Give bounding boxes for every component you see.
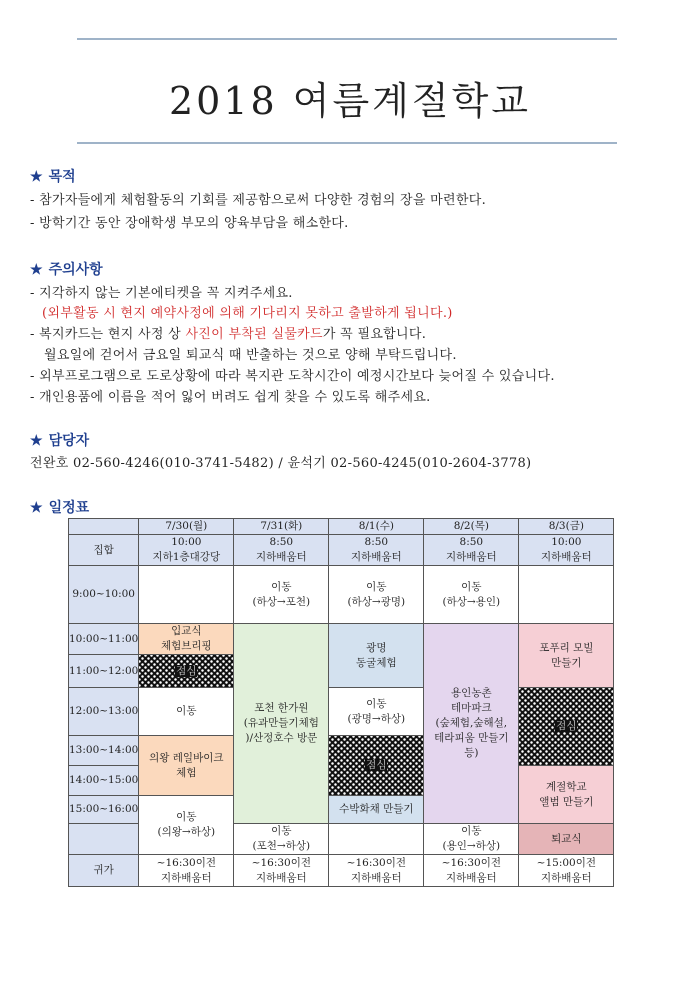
return-cell: ~16:30이전 지하배움터 bbox=[139, 855, 234, 887]
schedule-cell: 입교식 체험브리핑 bbox=[139, 624, 234, 655]
schedule-cell: 이동 (하상→용인) bbox=[424, 566, 519, 624]
schedule-cell: 광명 동굴체험 bbox=[329, 624, 424, 688]
schedule-cell: 이동 (하상→포천) bbox=[234, 566, 329, 624]
contact-line: 전완호 02-560-4246(010-3741-5482) / 윤석기 02-560-4245(010-2604-3778) bbox=[30, 456, 532, 471]
schedule-cell: 이동 (용인→하상) bbox=[424, 824, 519, 855]
lunch-cell: 점심 bbox=[139, 655, 234, 688]
time-label: 14:00~15:00 bbox=[69, 766, 139, 796]
purpose-line: - 참가자들에게 체험활동의 기회를 제공함으로써 다양한 경험의 장을 마련한다. bbox=[30, 193, 487, 208]
notice-line: - 지각하지 않는 기본에티켓을 꼭 지켜주세요. bbox=[30, 286, 293, 301]
time-row bbox=[69, 624, 614, 655]
schedule-cell: 수박화채 만들기 bbox=[329, 796, 424, 824]
schedule-cell: 이동 bbox=[139, 688, 234, 736]
purpose-line: - 방학기간 동안 장애학생 부모의 양육부담을 해소한다. bbox=[30, 216, 349, 231]
schedule-cell: 용인농촌 테마파크 (숲체험,숲해설, 테라피움 만들기 등) bbox=[424, 624, 519, 824]
time-label: 11:00~12:00 bbox=[69, 655, 139, 688]
day-header: 8/3(금) bbox=[519, 519, 614, 535]
return-cell: ~16:30이전 지하배움터 bbox=[329, 855, 424, 887]
gather-label: 집합 bbox=[69, 535, 139, 566]
notice-line: 월요일에 걷어서 금요일 퇴교식 때 반출하는 것으로 양해 부탁드립니다. bbox=[44, 348, 457, 363]
page-title: 2018 여름계절학교 bbox=[168, 79, 532, 123]
day-header: 7/30(월) bbox=[139, 519, 234, 535]
empty-cell bbox=[139, 566, 234, 624]
schedule-cell: 계절학교 앨범 만들기 bbox=[519, 766, 614, 824]
gather-cell: 8:50 지하배움터 bbox=[329, 535, 424, 566]
schedule-cell: 의왕 레일바이크 체험 bbox=[139, 736, 234, 796]
gather-cell: 8:50 지하배움터 bbox=[424, 535, 519, 566]
day-header: 8/2(목) bbox=[424, 519, 519, 535]
schedule-cell: 포천 한가원 (유과만들기체험 )/산정호수 방문 bbox=[234, 624, 329, 824]
star-icon: ★ bbox=[30, 433, 43, 449]
lunch-cell: 점심 bbox=[329, 736, 424, 796]
title-rule bbox=[77, 142, 617, 144]
schedule-table bbox=[68, 518, 614, 887]
star-icon: ★ bbox=[30, 262, 43, 278]
return-cell: ~16:30이전 지하배움터 bbox=[424, 855, 519, 887]
time-label: 13:00~14:00 bbox=[69, 736, 139, 766]
top-rule bbox=[77, 38, 617, 40]
time-label: 15:00~16:00 bbox=[69, 796, 139, 824]
return-cell: ~15:00이전 지하배움터 bbox=[519, 855, 614, 887]
return-row bbox=[69, 855, 614, 887]
notice-line: - 개인용품에 이름을 적어 잃어 버려도 쉽게 찾을 수 있도록 해주세요. bbox=[30, 390, 431, 405]
gather-cell: 10:00 지하배움터 bbox=[519, 535, 614, 566]
schedule-cell: 이동 (하상→광명) bbox=[329, 566, 424, 624]
time-row bbox=[69, 566, 614, 624]
time-label bbox=[69, 824, 139, 855]
notice-warning: (외부활동 시 현지 예약사정에 의해 기다리지 못하고 출발하게 됩니다.) bbox=[42, 306, 453, 321]
schedule-cell: 이동 (광명→하상) bbox=[329, 688, 424, 736]
time-label: 12:00~13:00 bbox=[69, 688, 139, 736]
purpose-heading: ★ 목적 bbox=[30, 169, 76, 185]
corner-cell bbox=[69, 519, 139, 535]
time-row bbox=[69, 688, 614, 736]
notice-line: - 외부프로그램으로 도로상황에 따라 복지관 도착시간이 예정시간보다 늦어질 수 있습니다. bbox=[30, 369, 555, 384]
schedule-heading: ★ 일정표 bbox=[30, 500, 90, 516]
gather-cell: 10:00 지하1층대강당 bbox=[139, 535, 234, 566]
notice-heading: ★ 주의사항 bbox=[30, 262, 103, 278]
time-label: 10:00~11:00 bbox=[69, 624, 139, 655]
contact-heading: ★ 담당자 bbox=[30, 433, 90, 449]
return-cell: ~16:30이전 지하배움터 bbox=[234, 855, 329, 887]
schedule-cell: 이동 (포천→하상) bbox=[234, 824, 329, 855]
empty-cell bbox=[329, 824, 424, 855]
star-icon: ★ bbox=[30, 169, 43, 185]
day-header: 8/1(수) bbox=[329, 519, 424, 535]
time-label: 9:00~10:00 bbox=[69, 566, 139, 624]
gather-cell: 8:50 지하배움터 bbox=[234, 535, 329, 566]
schedule-cell: 이동 (의왕→하상) bbox=[139, 796, 234, 855]
star-icon: ★ bbox=[30, 500, 43, 516]
return-label: 귀가 bbox=[69, 855, 139, 887]
day-header: 7/31(화) bbox=[234, 519, 329, 535]
day-header-row bbox=[69, 519, 614, 535]
gather-row bbox=[69, 535, 614, 566]
empty-cell bbox=[519, 566, 614, 624]
schedule-cell: 퇴교식 bbox=[519, 824, 614, 855]
schedule-cell: 포푸리 모빌 만들기 bbox=[519, 624, 614, 688]
lunch-cell: 점심 bbox=[519, 688, 614, 766]
notice-line: - 복지카드는 현지 사정 상 사진이 부착된 실물카드가 꼭 필요합니다. bbox=[30, 327, 427, 342]
